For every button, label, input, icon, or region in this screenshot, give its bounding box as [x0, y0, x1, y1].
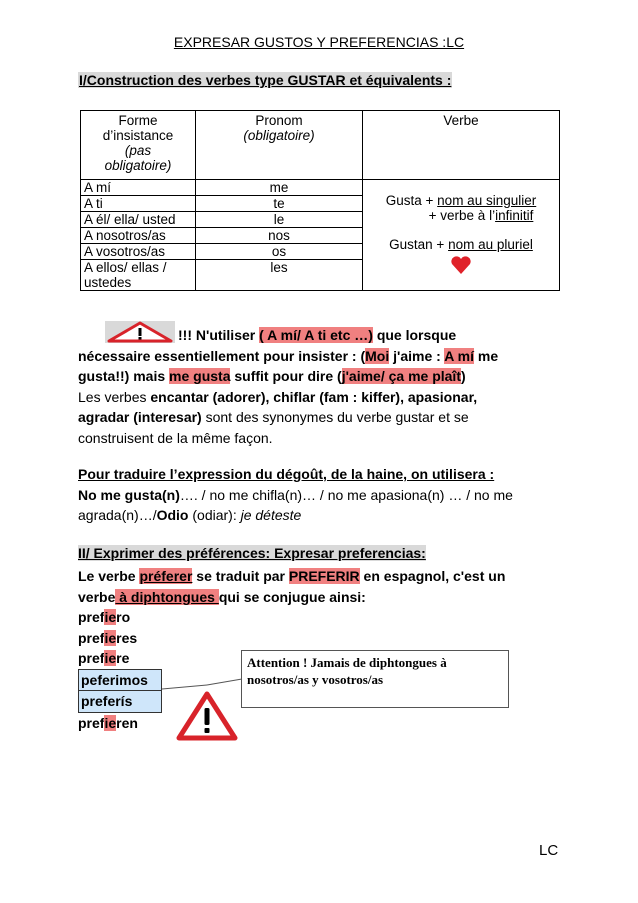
nom-singulier-text: nom au singulier [437, 192, 537, 208]
header-forme-line4: obligatoire) [104, 158, 172, 173]
warning-line6: construisent de la même façon. [78, 429, 273, 446]
attention-callout [241, 650, 509, 708]
header-pronom-line1: Pronom [255, 113, 303, 128]
verbe-cell [363, 180, 560, 291]
warning-line2: nécessaire essentiellement pour insister : (Moi j'aime : A mí me [78, 347, 499, 364]
header-forme [81, 111, 196, 180]
pronom-cell: nos [196, 228, 363, 244]
list-item: prefiere [78, 650, 130, 667]
forme-cell: A mí [81, 180, 196, 196]
section-2-heading: II/ Exprimer des préférences: Expresar preferencias: [78, 545, 426, 561]
preferir-paragraph [78, 566, 558, 607]
heart-icon [450, 255, 472, 275]
warning-line4: Les verbes encantar (adorer), chiflar (fam : kiffer), apasionar, [78, 388, 478, 405]
forme-cell: A ti [81, 196, 196, 212]
list-item: prefieres [78, 629, 138, 646]
warning-line3: gusta!!) mais me gusta suffit pour dire (j'aime/ ça me plaît) [78, 368, 466, 385]
warning-paragraph [78, 325, 558, 449]
plus-verbe-text: + verbe à l’ [428, 207, 496, 223]
conjugation-list [78, 607, 162, 734]
attention-line2: nosotros/as y vosotros/as [247, 672, 384, 687]
list-item: prefieren [78, 714, 138, 731]
header-forme-line3: (pas [124, 143, 152, 158]
header-forme-line1: Forme [118, 113, 158, 128]
pronom-cell: le [196, 212, 363, 228]
pronom-cell: te [196, 196, 363, 212]
pronom-cell: os [196, 244, 363, 260]
header-verbe: Verbe [363, 111, 560, 180]
gusta-line [366, 193, 556, 208]
verbe-infinitif-line [366, 208, 556, 223]
pronom-cell: les [196, 260, 363, 291]
degout-paragraph [78, 464, 558, 526]
list-item-vosotros: preferís [78, 691, 162, 713]
preferir-line1: Le verbe préferer se traduit par PREFERIR en espagnol, c'est un [78, 568, 506, 584]
header-pronom [196, 111, 363, 180]
warning-icon [176, 691, 238, 741]
conjugation-table [80, 110, 560, 291]
degout-line2: agrada(n)…/Odio (odiar): je déteste [78, 507, 302, 523]
footer-initials: LC [539, 842, 559, 859]
section-1-heading: I/Construction des verbes type GUSTAR et équivalents : [79, 72, 452, 88]
header-forme-line2: d’insistance [102, 128, 174, 143]
warning-line1: !!! N'utiliser ( A mí/ A ti etc …) que lorsque [178, 327, 457, 343]
degout-line1: No me gusta(n)…. / no me chifla(n)… / no me apasiona(n) … / no me [78, 486, 513, 503]
forme-cell: A vosotros/as [81, 244, 196, 260]
gustan-line [366, 237, 556, 252]
gustan-text: Gustan + [389, 236, 449, 252]
infinitif-text: infinitif [495, 207, 534, 223]
pronom-cell: me [196, 180, 363, 196]
forme-cell: A él/ ella/ usted [81, 212, 196, 228]
forme-line1: A ellos/ ellas / [84, 260, 167, 275]
forme-cell [81, 260, 196, 291]
list-item: prefiero [78, 609, 131, 625]
page-title: EXPRESAR GUSTOS Y PREFERENCIAS :LC [173, 34, 465, 50]
nom-pluriel-text: nom au pluriel [448, 236, 533, 252]
header-pronom-line2: (obligatoire) [243, 128, 315, 143]
attention-line1: Attention ! Jamais de diphtongues à [247, 655, 447, 670]
table-row [81, 180, 560, 196]
table-header-row [81, 111, 560, 180]
forme-line2: ustedes [84, 275, 132, 290]
gusta-text: Gusta + [385, 192, 438, 208]
preferir-line2: verbe à diphtongues qui se conjugue ainsi: [78, 588, 366, 605]
warning-line5: agradar (interesar) sont des synonymes du verbe gustar et se [78, 409, 469, 426]
forme-cell: A nosotros/as [81, 228, 196, 244]
degout-heading: Pour traduire l’expression du dégoût, de la haine, on utilisera : [78, 466, 495, 482]
list-item-nosotros: peferimos [78, 669, 162, 692]
